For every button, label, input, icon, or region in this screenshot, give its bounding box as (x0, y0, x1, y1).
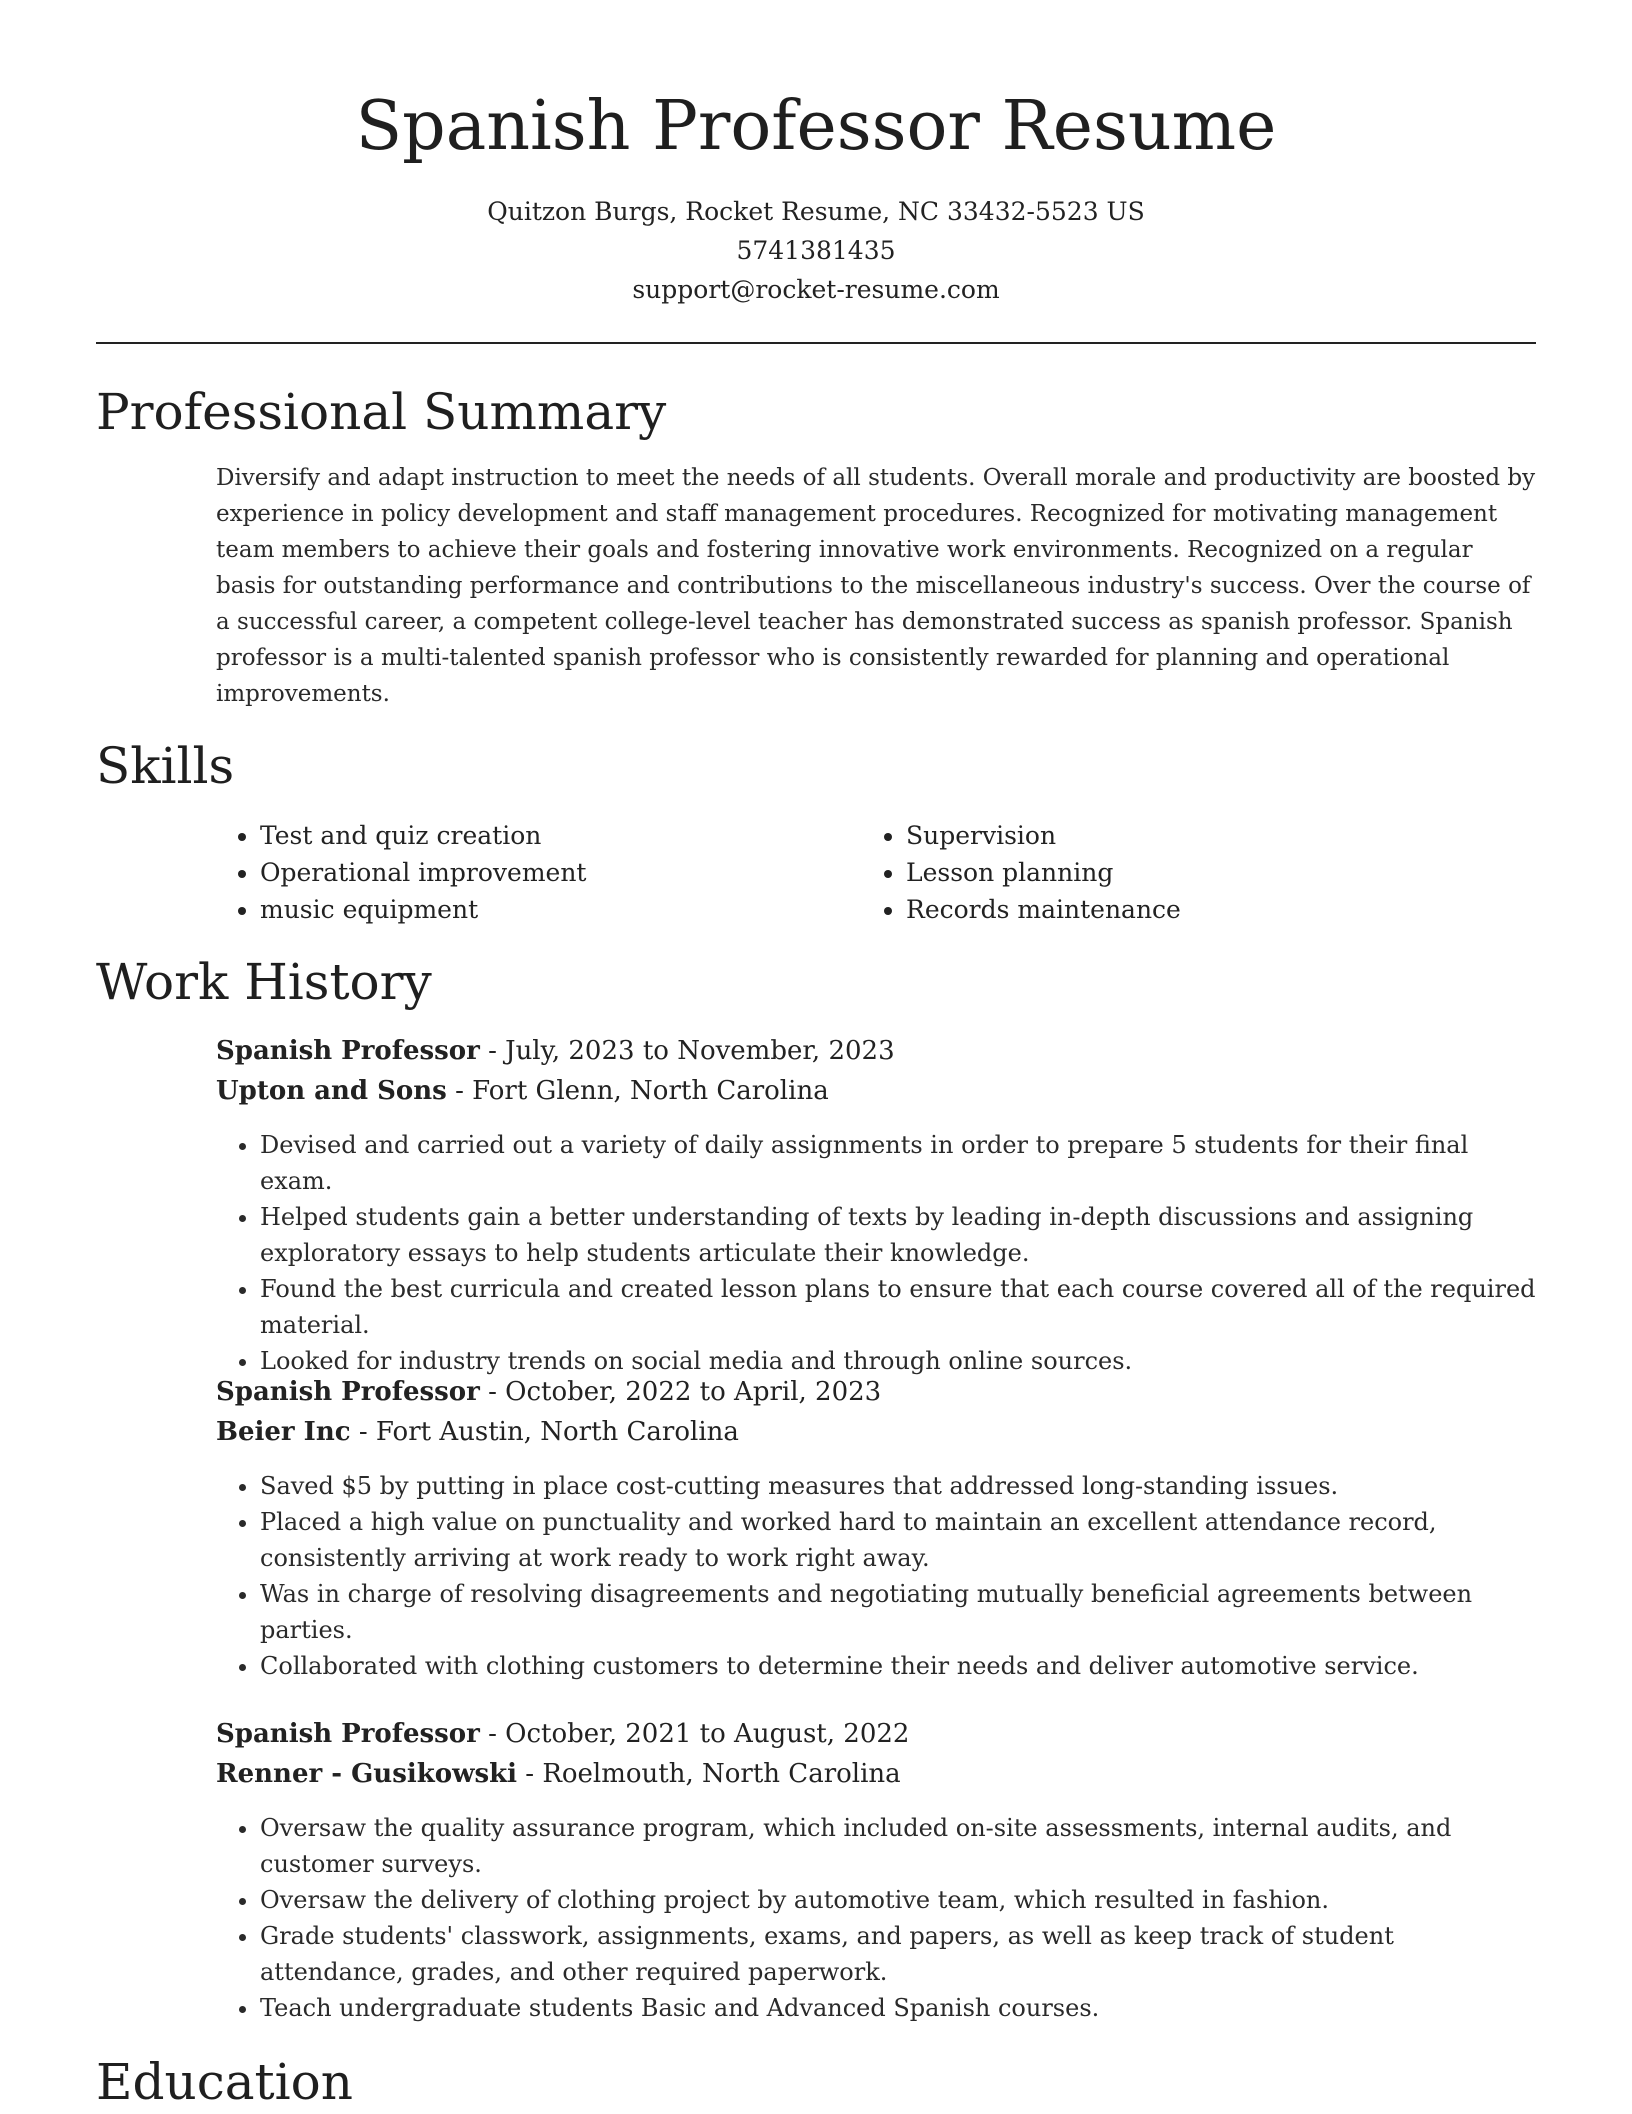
skill-item: • Test and quiz creation (260, 817, 860, 854)
job-bullet: • Saved $5 by putting in place cost-cutting measures that addressed long-standing issues. (260, 1468, 1536, 1504)
job-location: Roelmouth, North Carolina (542, 1759, 901, 1789)
job-company: Beier Inc (216, 1417, 351, 1447)
dash-separator: - (446, 1076, 473, 1106)
job-title-line (216, 1031, 1536, 1071)
dash-separator: - (516, 1759, 543, 1789)
dash-separator: - (479, 1036, 506, 1066)
contact-address: Quitzon Burgs, Rocket Resume, NC 33432-5523 US (487, 197, 1145, 226)
contact-phone: 5741381435 (736, 236, 896, 265)
job-bullets (216, 1810, 1536, 2026)
education-heading: Education (96, 2053, 353, 2111)
resume-title: Spanish Professor Resume (355, 87, 1277, 166)
job-bullet: • Looked for industry trends on social media and through online sources. (260, 1343, 1536, 1379)
job-company-line (216, 1754, 1536, 1794)
job-bullet: • Collaborated with clothing customers to determine their needs and deliver automotive service. (260, 1648, 1536, 1684)
job-title-line (216, 1714, 1536, 1754)
job-entry (216, 1372, 1536, 1684)
work-history-heading: Work History (96, 953, 432, 1011)
job-bullet: • Was in charge of resolving disagreements and negotiating mutually beneficial agreements between parties. (260, 1576, 1536, 1648)
job-bullet: • Placed a high value on punctuality and worked hard to maintain an excellent attendance record, consistently arriving at work ready to work right away. (260, 1504, 1536, 1576)
skill-item: • Supervision (906, 817, 1506, 854)
summary-heading: Professional Summary (96, 383, 667, 441)
skill-item: • Lesson planning (906, 854, 1506, 891)
skills-heading: Skills (96, 737, 235, 795)
summary-text: Diversify and adapt instruction to meet the needs of all students. Overall morale and productivity are boosted by experience in policy development and staff management procedures. Recognized for motivating management team members to achieve their goals and fostering innovative work environments. Recognized on a regular basis for outstanding performance and contributions to the miscellaneous industry's success. Over the course of a successful career, a competent college-level teacher has demonstrated success as spanish professor. Spanish professor is a multi-talented spanish professor who is consistently rewarded for planning and operational improvements. (216, 465, 1536, 707)
job-bullet: • Oversaw the delivery of clothing project by automotive team, which resulted in fashion. (260, 1882, 1536, 1918)
job-dates: July, 2023 to November, 2023 (505, 1036, 895, 1066)
job-company: Upton and Sons (216, 1076, 447, 1106)
job-title-line (216, 1372, 1536, 1412)
job-title: Spanish Professor (216, 1377, 480, 1407)
contact-email: support@rocket-resume.com (632, 275, 1000, 304)
job-company-line (216, 1412, 1536, 1452)
dash-separator: - (479, 1719, 506, 1749)
job-bullet: • Found the best curricula and created lesson plans to ensure that each course covered all of the required material. (260, 1271, 1536, 1343)
job-bullets (216, 1468, 1536, 1684)
dash-separator: - (479, 1377, 506, 1407)
job-dates: October, 2021 to August, 2022 (505, 1719, 910, 1749)
header-divider (96, 342, 1536, 344)
skill-item: • music equipment (260, 891, 860, 928)
contact-block (0, 192, 1632, 309)
job-bullet: • Devised and carried out a variety of daily assignments in order to prepare 5 students for their final exam. (260, 1127, 1536, 1199)
job-entry (216, 1714, 1536, 2026)
job-bullets (216, 1127, 1536, 1379)
job-company-line (216, 1071, 1536, 1111)
job-location: Fort Austin, North Carolina (375, 1417, 739, 1447)
job-location: Fort Glenn, North Carolina (472, 1076, 829, 1106)
job-company: Renner - Gusikowski (216, 1759, 517, 1789)
job-dates: October, 2022 to April, 2023 (505, 1377, 882, 1407)
job-title: Spanish Professor (216, 1719, 480, 1749)
job-entry (216, 1031, 1536, 1379)
skills-list-left (216, 817, 860, 928)
job-bullet: • Oversaw the quality assurance program, which included on-site assessments, internal audits, and customer surveys. (260, 1810, 1536, 1882)
job-bullet: • Teach undergraduate students Basic and Advanced Spanish courses. (260, 1990, 1536, 2026)
job-bullet: • Helped students gain a better understanding of texts by leading in-depth discussions and assigning exploratory essays to help students articulate their knowledge. (260, 1199, 1536, 1271)
skills-list-right (862, 817, 1506, 928)
job-bullet: • Grade students' classwork, assignments, exams, and papers, as well as keep track of student attendance, grades, and other required paperwork. (260, 1918, 1536, 1990)
skill-item: • Records maintenance (906, 891, 1506, 928)
job-title: Spanish Professor (216, 1036, 480, 1066)
dash-separator: - (350, 1417, 376, 1447)
skill-item: • Operational improvement (260, 854, 860, 891)
